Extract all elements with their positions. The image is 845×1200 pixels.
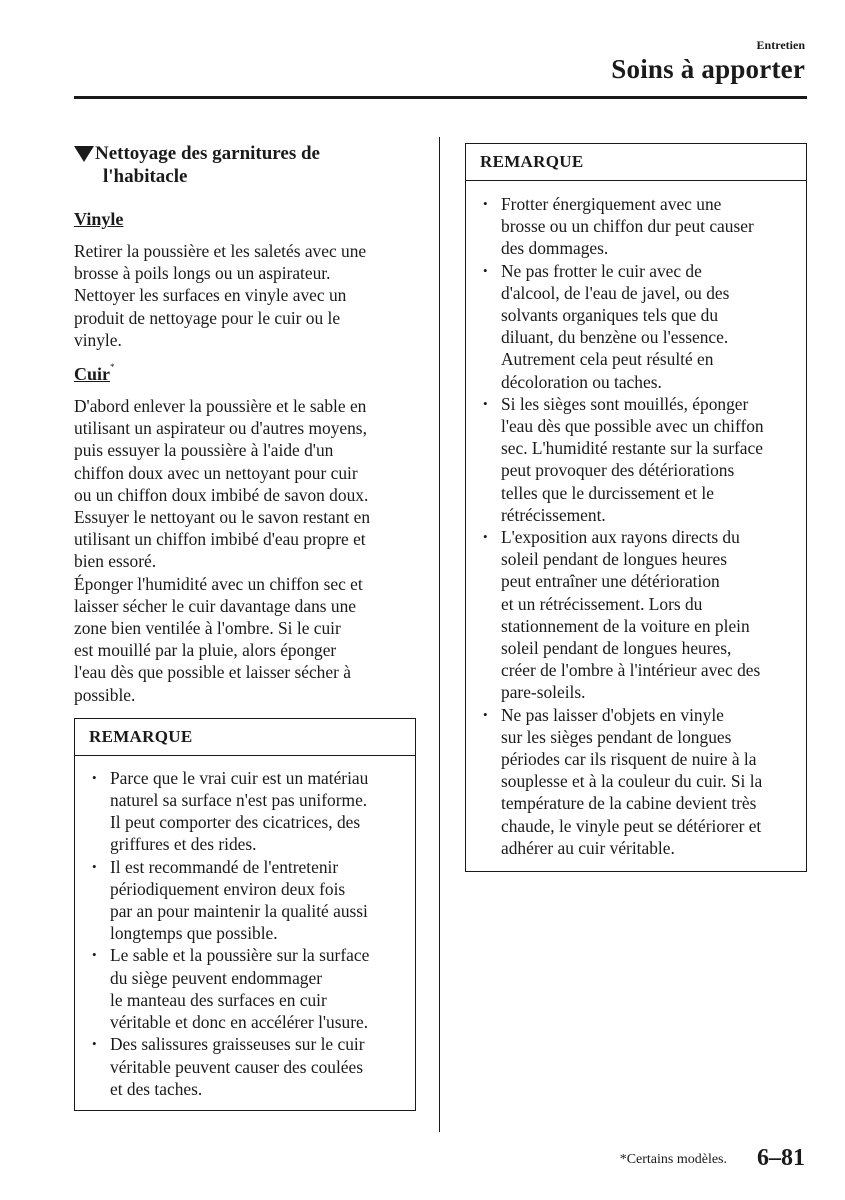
list-item-line: par an pour maintenir la qualité aussi	[110, 901, 368, 922]
list-item-line: soleil pendant de longues heures,	[501, 638, 732, 659]
list-item-line: sur les sièges pendant de longues	[501, 726, 732, 747]
list-item	[480, 260, 798, 393]
list-item-line: • Ne pas frotter le cuir avec de	[501, 260, 702, 281]
list-item-line: • Des salissures graisseuses sur le cuir	[110, 1034, 365, 1055]
note-list	[75, 756, 415, 1110]
note-box-left	[74, 718, 416, 1111]
list-item-line: température de la cabine devient très	[501, 793, 757, 814]
section-heading-line: Nettoyage des garnitures de	[95, 143, 320, 164]
text-line: produit de nettoyage pour le cuir ou le	[74, 307, 341, 328]
text-line: chiffon doux avec un nettoyant pour cuir	[74, 462, 358, 483]
right-column	[465, 143, 807, 872]
list-item-line: • Ne pas laisser d'objets en vinyle	[501, 704, 724, 725]
list-item-line: des dommages.	[501, 238, 609, 259]
vinyl-paragraph	[74, 240, 416, 351]
list-item	[480, 193, 798, 260]
text-line: est mouillé par la pluie, alors éponger	[74, 640, 337, 661]
list-item-line: • L'exposition aux rayons directs du	[501, 527, 740, 548]
note-title: REMARQUE	[75, 719, 415, 756]
list-item-line: d'alcool, de l'eau de javel, ou des	[501, 282, 730, 303]
text-line: utilisant un aspirateur ou d'autres moyens,	[74, 418, 367, 439]
list-item-line: griffures et des rides.	[110, 834, 257, 855]
text-line: Essuyer le nettoyant ou le savon restant en	[74, 507, 371, 528]
section-heading	[74, 142, 416, 188]
text-line: ou un chiffon doux imbibé de savon doux.	[74, 484, 369, 505]
list-item-line: le manteau des surfaces en cuir	[110, 989, 327, 1010]
text-line: utilisant un chiffon imbibé d'eau propre et	[74, 529, 366, 550]
list-item-line: véritable peuvent causer des coulées	[110, 1056, 364, 1077]
list-item-line: périodiquement environ deux fois	[110, 878, 346, 899]
left-column	[74, 142, 416, 1111]
list-item-line: • Parce que le vrai cuir est un matériau	[110, 767, 369, 788]
note-list	[466, 181, 806, 871]
text-line: vinyle.	[74, 329, 122, 350]
text-line: l'eau dès que possible et laisser sécher à	[74, 662, 351, 683]
section-heading-line: l'habitacle	[103, 166, 188, 187]
list-item	[89, 1033, 407, 1100]
list-item-line: souplesse et à la couleur du cuir. Si la	[501, 771, 763, 792]
list-item-line: pare-soleils.	[501, 682, 586, 703]
list-item-line: et un rétrécissement. Lors du	[501, 593, 703, 614]
list-item-line: • Frotter énergiquement avec une	[501, 194, 722, 214]
list-item	[480, 526, 798, 704]
list-item-line: solvants organiques tels que du	[501, 305, 719, 326]
list-item-line: du siège peuvent endommager	[110, 967, 322, 988]
text-line: puis essuyer la poussière à l'aide d'un	[74, 440, 334, 461]
list-item-line: et des taches.	[110, 1078, 203, 1099]
list-item-line: • Le sable et la poussière sur la surface	[110, 945, 370, 966]
list-item-line: rétrécissement.	[501, 504, 606, 525]
text-line: D'abord enlever la poussière et le sable en	[74, 396, 367, 417]
text-line: brosse à poils longs ou un aspirateur.	[74, 263, 331, 284]
list-item	[89, 856, 407, 945]
list-item-line: naturel sa surface n'est pas uniforme.	[110, 790, 368, 811]
list-item-line: soleil pendant de longues heures	[501, 549, 728, 570]
list-item-line: l'eau dès que possible avec un chiffon	[501, 416, 764, 437]
list-item-line: telles que le durcissement et le	[501, 482, 714, 503]
list-item-line: décoloration ou taches.	[501, 371, 662, 392]
list-item-line: sec. L'humidité restante sur la surface	[501, 438, 763, 459]
list-item-line: peut provoquer des détériorations	[501, 460, 735, 481]
text-line: possible.	[74, 684, 136, 705]
list-item-line: brosse ou un chiffon dur peut causer	[501, 216, 754, 237]
triangle-bullet-icon	[74, 146, 94, 162]
text-line: laisser sécher le cuir davantage dans une	[74, 595, 356, 616]
leather-paragraph	[74, 395, 416, 706]
list-item-line: • Il est recommandé de l'entretenir	[110, 856, 339, 877]
list-item	[480, 704, 798, 859]
list-item-line: stationnement de la voiture en plein	[501, 615, 750, 636]
list-item-line: Il peut comporter des cicatrices, des	[110, 812, 361, 833]
asterisk-mark: *	[110, 362, 115, 373]
list-item-line: diluant, du benzène ou l'essence.	[501, 327, 729, 348]
list-item	[89, 944, 407, 1033]
text-line: bien essoré.	[74, 551, 157, 572]
text-line: Éponger l'humidité avec un chiffon sec et	[74, 573, 363, 594]
list-item-line: véritable et donc en accélérer l'usure.	[110, 1012, 369, 1033]
note-box-right	[465, 143, 807, 872]
list-item-line: créer de l'ombre à l'intérieur avec des	[501, 660, 761, 681]
text-line: zone bien ventilée à l'ombre. Si le cuir	[74, 618, 341, 639]
page-number: 6–81	[757, 1145, 805, 1171]
text-line: Nettoyer les surfaces en vinyle avec un	[74, 285, 347, 306]
list-item-line: longtemps que possible.	[110, 923, 278, 944]
list-item-line: périodes car ils risquent de nuire à la	[501, 749, 757, 770]
list-item	[89, 767, 407, 856]
text-line: Retirer la poussière et les saletés avec une	[74, 241, 367, 261]
footnote: *Certains modèles.	[619, 1152, 727, 1167]
list-item-line: Autrement cela peut résulté en	[501, 349, 714, 370]
column-divider	[439, 137, 440, 1132]
list-item-line: chaude, le vinyle peut se détériorer et	[501, 815, 762, 836]
leather-heading: Cuir	[74, 364, 110, 385]
vinyl-heading: Vinyle	[74, 209, 124, 229]
header-section-label: Entretien	[756, 38, 805, 52]
list-item-line: adhérer au cuir véritable.	[501, 837, 675, 858]
header-rule	[74, 96, 807, 99]
list-item-line: • Si les sièges sont mouillés, éponger	[501, 393, 749, 414]
page-title: Soins à apporter	[611, 54, 805, 84]
list-item	[480, 393, 798, 526]
list-item-line: peut entraîner une détérioration	[501, 571, 720, 592]
note-title: REMARQUE	[466, 144, 806, 181]
